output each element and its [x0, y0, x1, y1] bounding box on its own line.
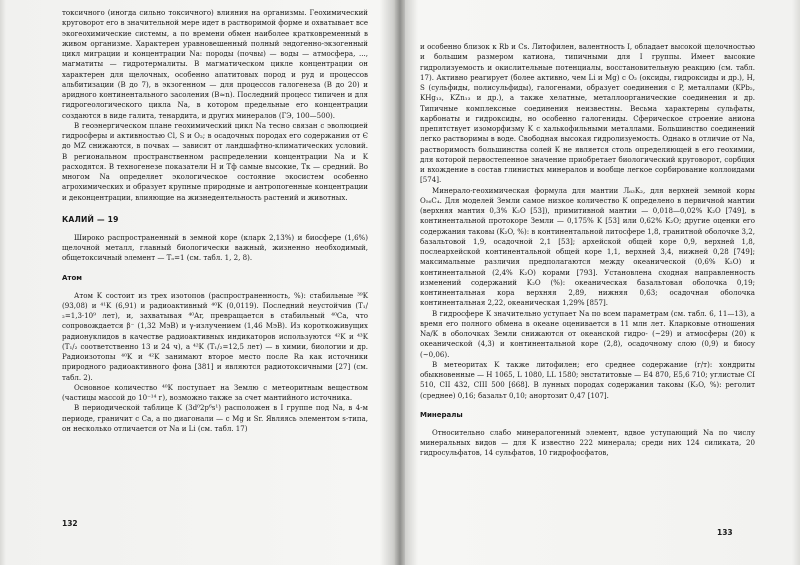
left-column	[62, 8, 368, 434]
paragraph-chemistry: и особенно близок к Rb и Cs. Литофилен, валентность I, обладает высокой щелочностью и большим размером катиона, типичными для I группы. Имеет высокие гидролизуемость и окислительные потенциалы, восстановительную реакцию (см. табл. 17). Активно реагирует (более активно, чем Li и Mg) с O₂ (оксиды, гидроксиды и др.), H, S (сульфиды, полисульфиды), галогенами, образует соединения с P, металлами (KPb₂, KHg₁₃, KZn₁₃ и др.), а также хелатные, металлоорганические соединения и др. Типичные комплексные соединения неизвестны. Весьма характерны сульфаты, карбонаты и гидроксиды, но особенно галогениды. Сферическое строение аниона препятствует изоморфизму K с халькофильными металлами. Большинство соединений легко растворимы в воде. Свободная высокая гидролизуемость. Однако в отличие от Na, растворимость большинства солей K не является столь определяющей в его геохимии, для которой первостепенное значение приобретает биологический круговорот, сорбция и вхождение в состав глинистых минералов и вообще легкое сорбирование коллоидами [574].	[420, 42, 755, 185]
paragraph-hydrosphere: В гидросфере K значительно уступает Na по всем параметрам (см. табл. 6, 11—13), а время его полного обмена в океане оценивается в 11 млн лет. Кларковые отношения Na/K в оболочках Земли снижаются от океанской гидро- (~29) и атмосферы (20) к океанической (4,3) и континентальной коре (2,8), осадочному слою (0,9) и биосу (~0,06).	[420, 308, 755, 359]
page-number-right: 133	[717, 528, 733, 537]
section-heading-potassium: КАЛИЙ — 19	[62, 214, 119, 224]
subheading-minerals: Минералы	[420, 410, 463, 419]
paragraph-k40-source: Основное количество ⁴⁰K поступает на Землю с метеоритным веществом (частицы массой до 10⁻¹⁴ г), возможно также за счет мантийного источника.	[62, 382, 368, 402]
paragraph-potassium-intro: Широко распространенный в земной коре (кларк 2,13%) и биосфере (1,6%) щелочной металл, главный биологически важный, жизненно необходимый, общетоксичный элемент — Тₒ=1 (см. табл. 1, 2, 8).	[62, 232, 368, 263]
book-binding	[395, 0, 405, 565]
paragraph-mineral-formula: Минерало-геохимическая формула для мантии Л₆₃K₂, для верхней земной коры O₅₆C₄. Для моделей Земли самое низкое количество K определено в первичной мантии (верхняя мантия 0,3% K₂O [53]), примитивной мантии — 0,018—0,02% K₂O [749], в континентальной протокоре Земли — 0,175% K [53] или 0,62% K₂O; другие оценки его содержания таковы (K₂O, %): в континентальной литосфере 1,8, гранитной оболочке 3,2, базальтовой 1,9, осадочной 2,1 [53]; архейской общей коре 0,9, верхней 1,8, послеархейской континентальной общей коре 1,1, верхней 3,4, нижней 0,28 [749]; максимальные различия предполагаются между океанической (0,6% K₂O) и континентальной (2,4% K₂O) корами [793]. Установлена сходная направленность изменений содержаний K₂O (%): океаническая базальтовая оболочка 0,19; континентальная кора верхняя 2,89, нижняя 0,63; осадочная оболочка континентальная 2,22, океаническая 1,29% [857].	[420, 185, 755, 308]
paragraph-sodium-cycle: токсичного (иногда сильно токсичного) влияния на организмы. Геохимический круговорот его в значительной мере идет в растворимой форме и охватывает все экогеохимические системы, а по времени обмен наиболее кратковременный в живом организме. Характерен уравновешенный полный эндогенно-экзогенный цикл миграции и концентрации Na: породы (почвы) — воды — атмосфера, ..., магматиты — гидротермалиты. В магматическом цикле концентрации он характерен для щелочных, особенно апатитовых пород и руд и процессов альбитизации (В до 7), в экзогенном — для процессов галогенеза (В до 20) и аридного континентального засоления (В≈n). Последний процесс типичен и для гидрогеологического цикла Na, в котором предельные его концентрации создаются в виде галита, тенардита, и других минералов (ГЭ, 100—500).	[62, 8, 368, 120]
paragraph-meteorites: В метеоритах K также литофилен; его среднее содержание (г/т): хондриты обыкновенные — H 1065, L 1080, LL 1580; энстатитовые — E4 870, E5,6 710; углистые CI 510, CII 432, CIII 500 [668]. В лунных породах содержания таковы (K₂O, %): реголит (среднее) 0,16; базальт 0,10; анортозит 0,47 [107].	[420, 359, 755, 400]
paragraph-minerals: Относительно слабо минералогенный элемент, вдвое уступающий Na по числу минеральных видов — для K известно 222 минерала; среди них 124 силиката, 20 гидросульфатов, 14 сульфатов, 10 гидрофосфатов,	[420, 427, 755, 458]
page-number-left: 132	[62, 519, 78, 528]
right-column	[420, 42, 755, 459]
left-page	[0, 0, 395, 565]
subheading-atom: Атом	[62, 273, 83, 282]
paragraph-isotopes: Атом K состоит из трех изотопов (распространенность, %): стабильные ³⁹K (93,08) и ⁴¹K (6,91) и радиоактивный ⁴⁰K (0,0119). Последний неустойчив (T₁/₂=1,3·10⁹ лет), и, захватывая ⁴⁰Ar, превращается в стабильный ⁴⁰Ca, что сопровождается β⁻ (1,32 МэВ) и γ-излучением (1,46 МэВ). Из короткоживущих радионуклидов в качестве радиоактивных индикаторов используются ⁴²K и ⁴³K (T₁/₂ соответственно 13 и 24 ч), а ⁴²K (T₁/₂=12,5 лет) — в химии, биологии и др. Радиоизотопы ⁴⁰K и ⁴²K занимают второе место после Ra как источники природного радиоактивного фона [381] и являются радиотоксичными [27] (см. табл. 2).	[62, 290, 368, 382]
paragraph-sodium-geoenergy: В геоэнергическом плане геохимический цикл Na тесно связан с эволюцией гидросферы и активностью Cl, S и O₂; в осадочных породах его содержания от Є до MZ снижаются, в почвах — зависят от ландшафтно-климатических условий. В региональном пространственном распределении концентрации Na и K расходятся. В техногенезе показатели H и Тф самые высокие, Тк — средний. Во многом Na определяет экологическое состояние экосистем особенно агрохимических и образует крупные природные и антропогенные концентрации и деконцентрации, влияющие на жизнедеятельность растений и животных.	[62, 120, 368, 202]
right-page	[405, 0, 800, 565]
paragraph-periodic-table: В периодической таблице K (3d⁰2p⁶s¹) расположен в I группе под Na, в 4-м периоде, граничит с Ca, а по диагонали — с Mg и Sr. Являясь элементом s-типа, он несколько отличается от Na и Li (см. табл. 17)	[62, 403, 368, 433]
